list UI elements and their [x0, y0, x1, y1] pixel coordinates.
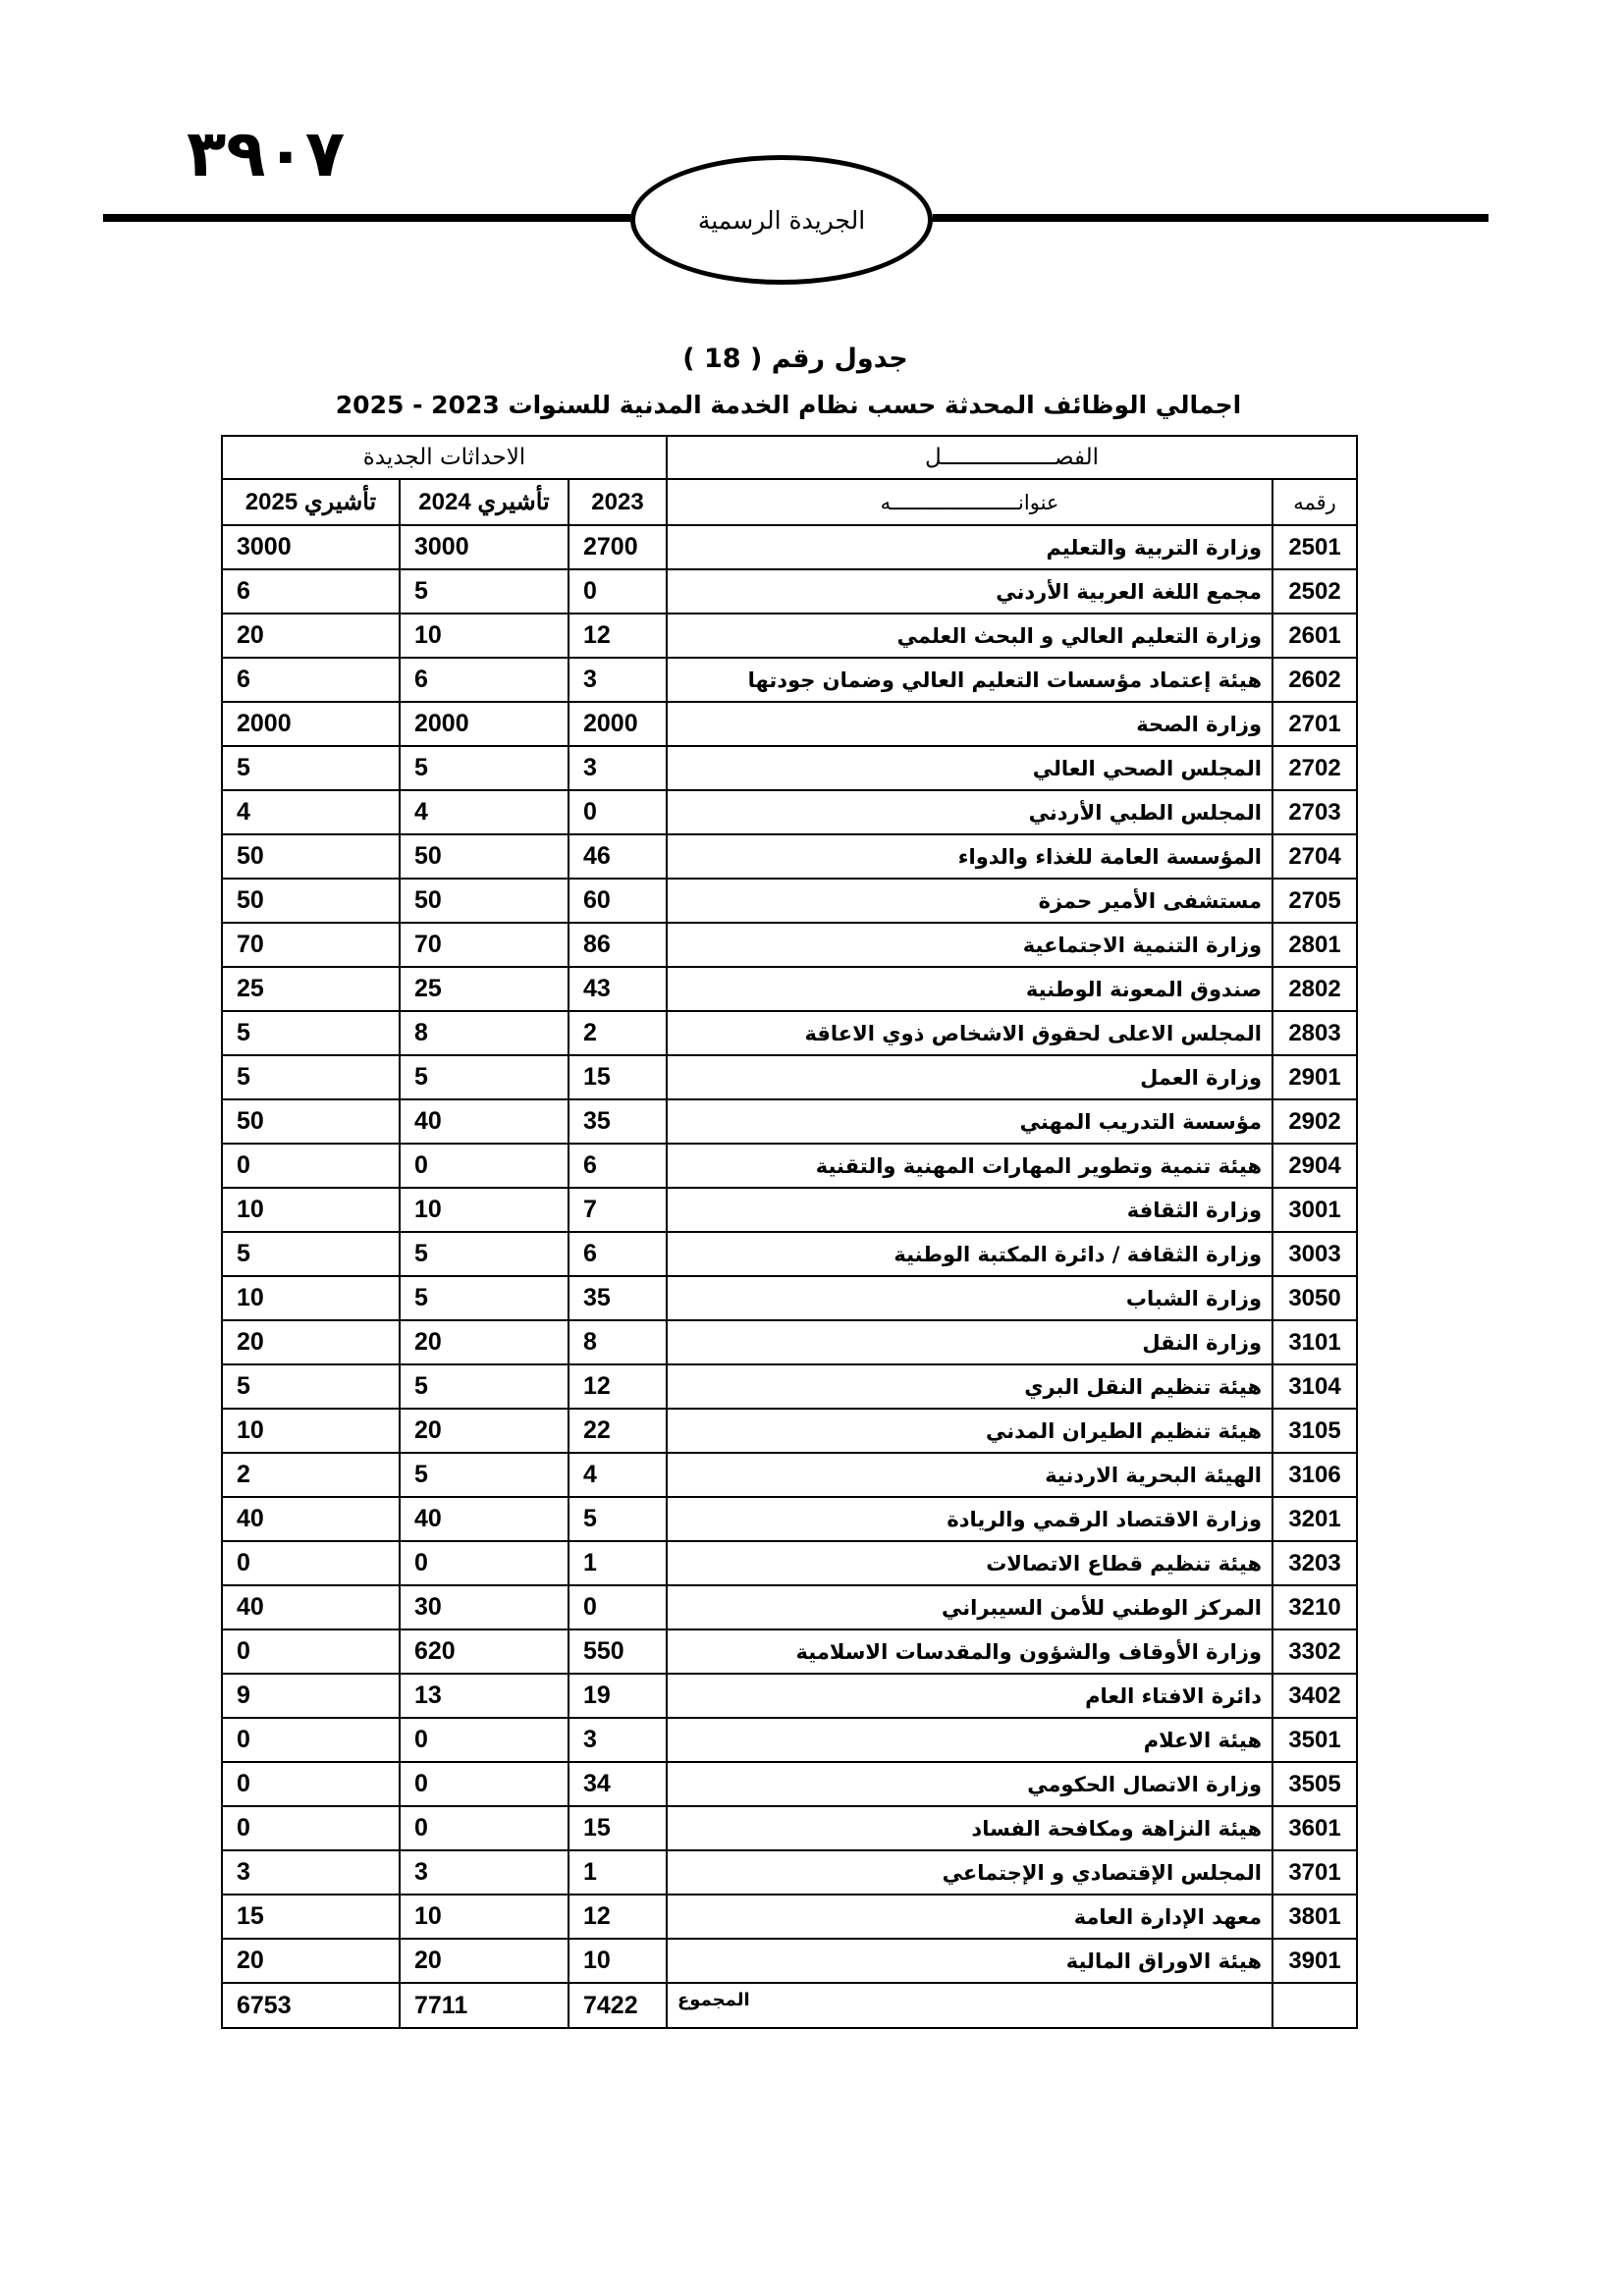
- header-row-columns: [222, 479, 1357, 525]
- table-row: [222, 658, 1357, 702]
- table-row: [222, 923, 1357, 967]
- value-2025-cell: 9: [222, 1674, 400, 1718]
- value-2023-cell: 7: [568, 1188, 667, 1232]
- total-2023-cell: 7422: [568, 1983, 667, 2028]
- code-cell: 2802: [1272, 967, 1357, 1011]
- value-2024-cell: 5: [400, 1276, 568, 1320]
- value-2025-cell: 0: [222, 1762, 400, 1806]
- value-2023-cell: 10: [568, 1939, 667, 1983]
- value-2023-cell: 3: [568, 746, 667, 790]
- value-2023-cell: 60: [568, 879, 667, 923]
- table-row: [222, 702, 1357, 746]
- value-2024-cell: 50: [400, 879, 568, 923]
- value-2025-cell: 5: [222, 746, 400, 790]
- value-2024-cell: 30: [400, 1585, 568, 1629]
- code-cell: 3901: [1272, 1939, 1357, 1983]
- code-cell: 2803: [1272, 1011, 1357, 1055]
- value-2024-cell: 10: [400, 1188, 568, 1232]
- table-row: [222, 1850, 1357, 1895]
- table-number: جدول رقم ( 18 ): [682, 344, 908, 374]
- chapter-name-cell: مؤسسة التدريب المهني: [667, 1099, 1272, 1144]
- value-2023-cell: 15: [568, 1055, 667, 1099]
- code-cell: 3302: [1272, 1629, 1357, 1674]
- value-2025-cell: 2000: [222, 702, 400, 746]
- value-2023-cell: 12: [568, 1364, 667, 1409]
- gazette-title-oval: [630, 155, 933, 285]
- code-cell: 2601: [1272, 614, 1357, 658]
- chapter-name-cell: وزارة العمل: [667, 1055, 1272, 1099]
- value-2024-cell: 6: [400, 658, 568, 702]
- value-2025-cell: 10: [222, 1188, 400, 1232]
- value-2023-cell: 0: [568, 569, 667, 614]
- code-cell: 2705: [1272, 879, 1357, 923]
- value-2025-cell: 6: [222, 658, 400, 702]
- value-2023-cell: 0: [568, 1585, 667, 1629]
- value-2025-cell: 6: [222, 569, 400, 614]
- chapter-name-cell: وزارة النقل: [667, 1320, 1272, 1364]
- code-cell: 3801: [1272, 1895, 1357, 1939]
- code-cell: 3101: [1272, 1320, 1357, 1364]
- number-column-header: رقمه: [1272, 479, 1357, 525]
- chapter-name-cell: هيئة تنظيم الطيران المدني: [667, 1409, 1272, 1453]
- code-cell: 2703: [1272, 790, 1357, 834]
- table-row: [222, 1188, 1357, 1232]
- table-row: [222, 1806, 1357, 1850]
- code-cell: 3601: [1272, 1806, 1357, 1850]
- code-cell: 3001: [1272, 1188, 1357, 1232]
- total-label: المجموع: [667, 1983, 1272, 2028]
- table-row: [222, 834, 1357, 879]
- table-row: [222, 1585, 1357, 1629]
- code-cell: 3701: [1272, 1850, 1357, 1895]
- year-2024-header: تأشيري 2024: [400, 479, 568, 525]
- value-2025-cell: 40: [222, 1585, 400, 1629]
- value-2025-cell: 3: [222, 1850, 400, 1895]
- value-2025-cell: 3000: [222, 525, 400, 569]
- value-2024-cell: 3000: [400, 525, 568, 569]
- chapter-name-cell: وزارة التعليم العالي و البحث العلمي: [667, 614, 1272, 658]
- year-2023-header: 2023: [568, 479, 667, 525]
- table-description: اجمالي الوظائف المحدثة حسب نظام الخدمة المدنية للسنوات 2023 - 2025: [335, 391, 1242, 419]
- table-row: [222, 1762, 1357, 1806]
- header-rule-right: [933, 214, 1489, 222]
- value-2023-cell: 86: [568, 923, 667, 967]
- code-cell: 3050: [1272, 1276, 1357, 1320]
- header-row-groups: [222, 436, 1357, 479]
- value-2023-cell: 35: [568, 1276, 667, 1320]
- table-row: [222, 1364, 1357, 1409]
- value-2024-cell: 4: [400, 790, 568, 834]
- table-row: [222, 1629, 1357, 1674]
- value-2025-cell: 0: [222, 1541, 400, 1585]
- value-2023-cell: 550: [568, 1629, 667, 1674]
- value-2023-cell: 22: [568, 1409, 667, 1453]
- value-2024-cell: 20: [400, 1320, 568, 1364]
- code-cell: 2701: [1272, 702, 1357, 746]
- value-2023-cell: 19: [568, 1674, 667, 1718]
- chapter-name-cell: مجمع اللغة العربية الأردني: [667, 569, 1272, 614]
- code-cell: 3104: [1272, 1364, 1357, 1409]
- table-row: [222, 1541, 1357, 1585]
- chapter-name-cell: هيئة الاوراق المالية: [667, 1939, 1272, 1983]
- value-2024-cell: 70: [400, 923, 568, 967]
- page-number: ٣٩٠٧: [187, 116, 346, 191]
- value-2024-cell: 8: [400, 1011, 568, 1055]
- value-2024-cell: 10: [400, 1895, 568, 1939]
- code-cell: 3105: [1272, 1409, 1357, 1453]
- code-cell: 2502: [1272, 569, 1357, 614]
- chapter-name-cell: المجلس الصحي العالي: [667, 746, 1272, 790]
- chapter-name-cell: وزارة الاتصال الحكومي: [667, 1762, 1272, 1806]
- value-2023-cell: 0: [568, 790, 667, 834]
- value-2023-cell: 46: [568, 834, 667, 879]
- chapter-name-cell: هيئة تنظيم النقل البري: [667, 1364, 1272, 1409]
- table-row: [222, 1895, 1357, 1939]
- value-2025-cell: 20: [222, 1320, 400, 1364]
- code-cell: 3106: [1272, 1453, 1357, 1497]
- title-column-header: عنوانـــــــــــــــــــــه: [667, 479, 1272, 525]
- value-2024-cell: 40: [400, 1497, 568, 1541]
- header-rule-left: [103, 214, 631, 222]
- code-cell: 3505: [1272, 1762, 1357, 1806]
- value-2025-cell: 4: [222, 790, 400, 834]
- chapter-name-cell: وزارة الثقافة: [667, 1188, 1272, 1232]
- value-2023-cell: 35: [568, 1099, 667, 1144]
- value-2025-cell: 10: [222, 1276, 400, 1320]
- value-2024-cell: 3: [400, 1850, 568, 1895]
- value-2025-cell: 70: [222, 923, 400, 967]
- value-2025-cell: 0: [222, 1144, 400, 1188]
- table-row: [222, 1099, 1357, 1144]
- chapter-name-cell: هيئة النزاهة ومكافحة الفساد: [667, 1806, 1272, 1850]
- value-2024-cell: 13: [400, 1674, 568, 1718]
- table-row: [222, 790, 1357, 834]
- value-2024-cell: 0: [400, 1762, 568, 1806]
- value-2025-cell: 5: [222, 1232, 400, 1276]
- chapter-name-cell: وزارة الاقتصاد الرقمي والريادة: [667, 1497, 1272, 1541]
- value-2023-cell: 12: [568, 614, 667, 658]
- table-row: [222, 1276, 1357, 1320]
- value-2024-cell: 0: [400, 1541, 568, 1585]
- chapter-name-cell: هيئة إعتماد مؤسسات التعليم العالي وضمان جودتها: [667, 658, 1272, 702]
- table-row: [222, 1718, 1357, 1762]
- chapter-name-cell: معهد الإدارة العامة: [667, 1895, 1272, 1939]
- value-2023-cell: 6: [568, 1144, 667, 1188]
- value-2023-cell: 1: [568, 1541, 667, 1585]
- value-2024-cell: 0: [400, 1144, 568, 1188]
- value-2024-cell: 5: [400, 746, 568, 790]
- table-row: [222, 1232, 1357, 1276]
- year-2025-header: تأشيري 2025: [222, 479, 400, 525]
- value-2025-cell: 0: [222, 1806, 400, 1850]
- value-2025-cell: 25: [222, 967, 400, 1011]
- value-2023-cell: 3: [568, 1718, 667, 1762]
- value-2023-cell: 15: [568, 1806, 667, 1850]
- total-2025-cell: 6753: [222, 1983, 400, 2028]
- value-2025-cell: 5: [222, 1011, 400, 1055]
- chapter-name-cell: صندوق المعونة الوطنية: [667, 967, 1272, 1011]
- table-row: [222, 569, 1357, 614]
- total-code-cell: [1272, 1983, 1357, 2028]
- value-2024-cell: 5: [400, 1453, 568, 1497]
- chapter-name-cell: المجلس الإقتصادي و الإجتماعي: [667, 1850, 1272, 1895]
- value-2024-cell: 5: [400, 569, 568, 614]
- table-row: [222, 525, 1357, 569]
- code-cell: 2704: [1272, 834, 1357, 879]
- code-cell: 2602: [1272, 658, 1357, 702]
- value-2024-cell: 620: [400, 1629, 568, 1674]
- table-row: [222, 1144, 1357, 1188]
- table-row: [222, 1674, 1357, 1718]
- chapter-name-cell: مستشفى الأمير حمزة: [667, 879, 1272, 923]
- value-2023-cell: 6: [568, 1232, 667, 1276]
- value-2023-cell: 4: [568, 1453, 667, 1497]
- code-cell: 2902: [1272, 1099, 1357, 1144]
- value-2023-cell: 5: [568, 1497, 667, 1541]
- code-cell: 2904: [1272, 1144, 1357, 1188]
- value-2023-cell: 2700: [568, 525, 667, 569]
- value-2023-cell: 2: [568, 1011, 667, 1055]
- gazette-title: الجريدة الرسمية: [697, 205, 866, 235]
- value-2023-cell: 8: [568, 1320, 667, 1364]
- value-2024-cell: 5: [400, 1232, 568, 1276]
- value-2025-cell: 20: [222, 614, 400, 658]
- table-row: [222, 1055, 1357, 1099]
- value-2024-cell: 20: [400, 1939, 568, 1983]
- code-cell: 3501: [1272, 1718, 1357, 1762]
- value-2025-cell: 0: [222, 1718, 400, 1762]
- chapter-name-cell: المجلس الطبي الأردني: [667, 790, 1272, 834]
- table-row: [222, 879, 1357, 923]
- code-cell: 2901: [1272, 1055, 1357, 1099]
- value-2025-cell: 5: [222, 1055, 400, 1099]
- code-cell: 2501: [1272, 525, 1357, 569]
- chapter-name-cell: هيئة تنمية وتطوير المهارات المهنية والتقنية: [667, 1144, 1272, 1188]
- code-cell: 3201: [1272, 1497, 1357, 1541]
- table-row: [222, 1320, 1357, 1364]
- chapter-name-cell: وزارة الأوقاف والشؤون والمقدسات الاسلامية: [667, 1629, 1272, 1674]
- value-2023-cell: 1: [568, 1850, 667, 1895]
- total-2024-cell: 7711: [400, 1983, 568, 2028]
- value-2024-cell: 0: [400, 1806, 568, 1850]
- value-2023-cell: 34: [568, 1762, 667, 1806]
- chapter-name-cell: هيئة الاعلام: [667, 1718, 1272, 1762]
- chapter-name-cell: هيئة تنظيم قطاع الاتصالات: [667, 1541, 1272, 1585]
- value-2025-cell: 10: [222, 1409, 400, 1453]
- value-2023-cell: 43: [568, 967, 667, 1011]
- table-row: [222, 1497, 1357, 1541]
- value-2024-cell: 0: [400, 1718, 568, 1762]
- value-2025-cell: 15: [222, 1895, 400, 1939]
- value-2025-cell: 50: [222, 1099, 400, 1144]
- value-2023-cell: 3: [568, 658, 667, 702]
- value-2025-cell: 2: [222, 1453, 400, 1497]
- value-2025-cell: 20: [222, 1939, 400, 1983]
- chapter-name-cell: وزارة الصحة: [667, 702, 1272, 746]
- chapter-name-cell: دائرة الافتاء العام: [667, 1674, 1272, 1718]
- value-2025-cell: 5: [222, 1364, 400, 1409]
- positions-table: [221, 435, 1358, 2029]
- code-cell: 2702: [1272, 746, 1357, 790]
- table-row: [222, 746, 1357, 790]
- value-2024-cell: 10: [400, 614, 568, 658]
- table-row: [222, 1011, 1357, 1055]
- value-2024-cell: 2000: [400, 702, 568, 746]
- value-2025-cell: 40: [222, 1497, 400, 1541]
- table-row: [222, 1453, 1357, 1497]
- value-2024-cell: 50: [400, 834, 568, 879]
- chapter-name-cell: المجلس الاعلى لحقوق الاشخاص ذوي الاعاقة: [667, 1011, 1272, 1055]
- value-2023-cell: 12: [568, 1895, 667, 1939]
- value-2025-cell: 0: [222, 1629, 400, 1674]
- table-row: [222, 614, 1357, 658]
- code-cell: 3203: [1272, 1541, 1357, 1585]
- chapter-name-cell: وزارة التربية والتعليم: [667, 525, 1272, 569]
- chapter-name-cell: وزارة التنمية الاجتماعية: [667, 923, 1272, 967]
- value-2024-cell: 20: [400, 1409, 568, 1453]
- table-row: [222, 1939, 1357, 1983]
- chapter-name-cell: وزارة الشباب: [667, 1276, 1272, 1320]
- value-2024-cell: 25: [400, 967, 568, 1011]
- value-2024-cell: 5: [400, 1055, 568, 1099]
- chapter-name-cell: المؤسسة العامة للغذاء والدواء: [667, 834, 1272, 879]
- code-cell: 3402: [1272, 1674, 1357, 1718]
- table-row: [222, 1409, 1357, 1453]
- value-2024-cell: 40: [400, 1099, 568, 1144]
- value-2024-cell: 5: [400, 1364, 568, 1409]
- value-2025-cell: 50: [222, 834, 400, 879]
- chapter-name-cell: وزارة الثقافة / دائرة المكتبة الوطنية: [667, 1232, 1272, 1276]
- value-2025-cell: 50: [222, 879, 400, 923]
- code-cell: 3003: [1272, 1232, 1357, 1276]
- code-cell: 3210: [1272, 1585, 1357, 1629]
- chapter-name-cell: المركز الوطني للأمن السيبراني: [667, 1585, 1272, 1629]
- table-row: [222, 967, 1357, 1011]
- total-row: [222, 1983, 1357, 2028]
- code-cell: 2801: [1272, 923, 1357, 967]
- value-2023-cell: 2000: [568, 702, 667, 746]
- new-positions-group-header: الاحداثات الجديدة: [222, 436, 667, 479]
- chapter-group-header: الفصـــــــــــــــــل: [667, 436, 1357, 479]
- chapter-name-cell: الهيئة البحرية الاردنية: [667, 1453, 1272, 1497]
